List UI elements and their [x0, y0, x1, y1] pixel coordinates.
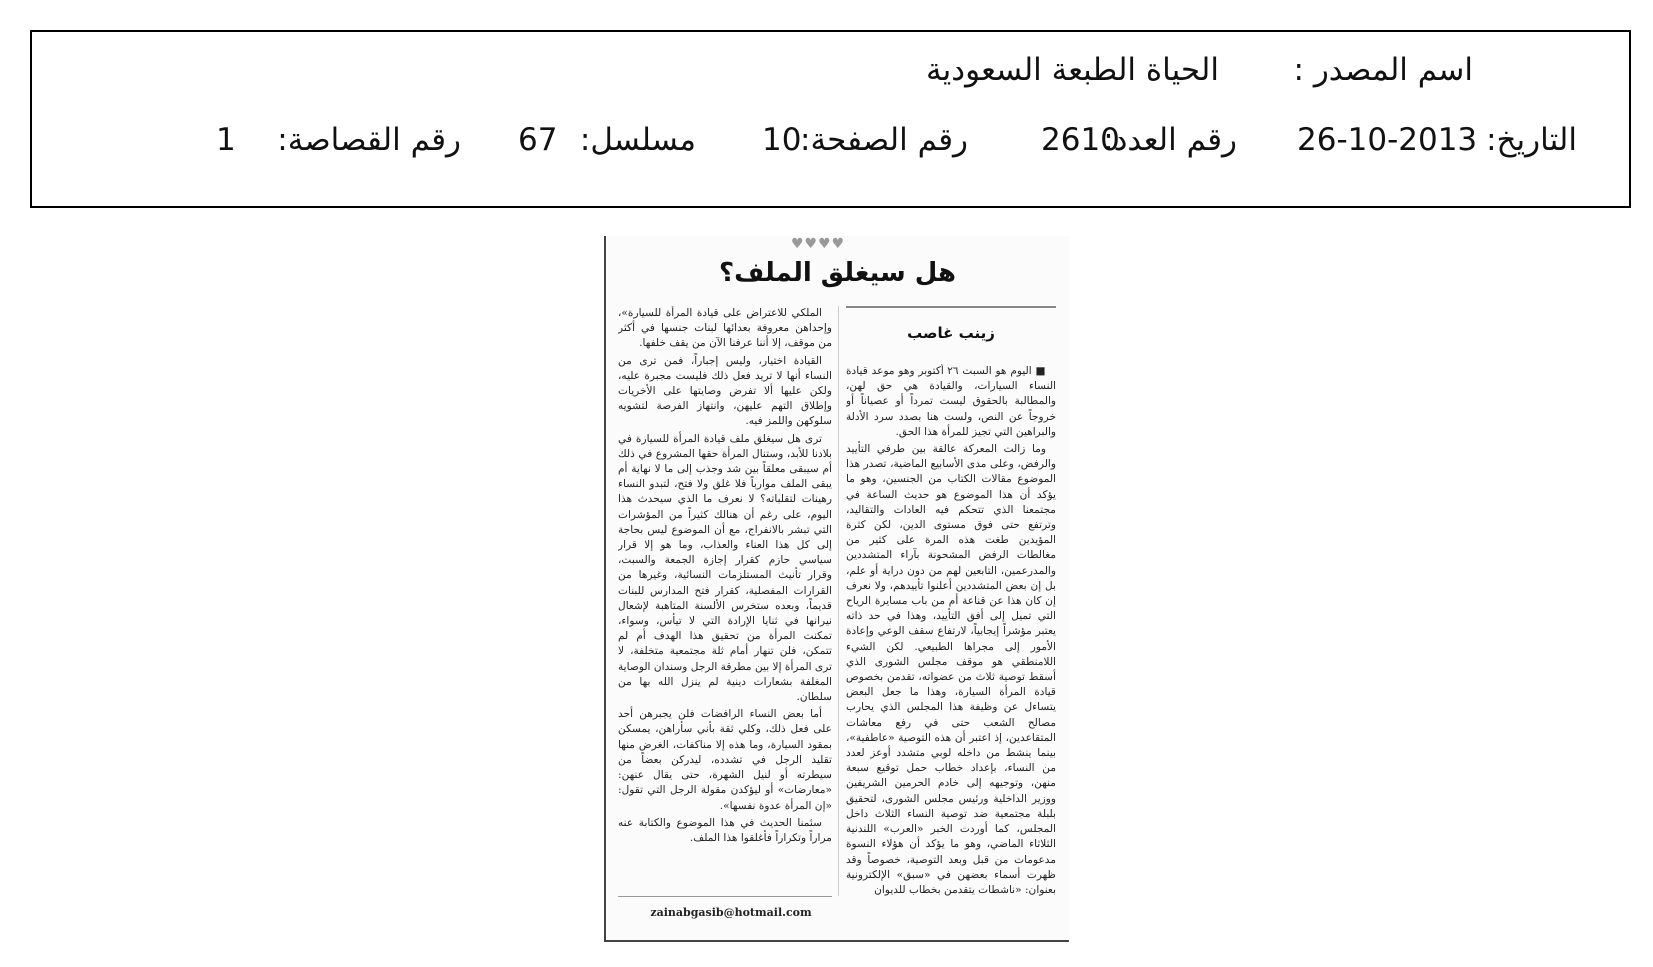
serial-label: مسلسل:: [579, 122, 696, 158]
page-label: رقم الصفحة:: [800, 122, 968, 158]
clip-value: 1: [216, 122, 236, 158]
source-label: اسم المصدر :: [1293, 52, 1473, 88]
date-value: 26-10-2013: [1297, 122, 1478, 158]
page-value: 10: [762, 122, 802, 158]
article-column-right: [846, 364, 1056, 924]
source-value: الحياة الطبعة السعودية: [926, 52, 1219, 88]
clipping-metadata-box: [30, 30, 1631, 208]
issue-label: رقم العدد:: [1103, 122, 1237, 158]
paragraph: أما بعض النساء الرافضات فلن يجبرهن أحد على فعل ذلك، وكلي ثقة بأني سأراهن، يمسكن بمقود السيارة، وما هذه إلا مناكفات، الغرض منها تقليد الرجل في تشدده، ليدركن بعضاً من سيطرته أو لنيل الشهرة، حتى يقال عنهن: «معارضات» أو ليؤكدن مقولة الرجل التي تقول: «إن المرأة عدوة نفسها».: [618, 708, 832, 812]
column-divider: [838, 306, 839, 896]
article-title: هل سيغلق الملف؟: [718, 258, 956, 288]
issue-value: 2610: [1041, 122, 1120, 158]
paragraph: القيادة اختيار، وليس إجباراً، فمن ترى من النساء أنها لا تريد فعل ذلك فليست مجبرة عليه، ولكن عليها ألا تفرض وصايتها على الأخريات وإطلاق التهم عليهن، وانتهاز الفرصة لتشويه سلوكهن واللمز فيه.: [618, 354, 832, 428]
paragraph: وما زالت المعركة عالقة بين طرفي التأييد والرفض، وعلى مدى الأسابيع الماضية، تصدر هذا الموضوع مقالات الكتاب من الجنسين، وهو ما يؤكد أن هذا الموضوع هو حديث الساعة في مجتمعنا الذي تتحكم فيه العادات والتقاليد، وترتفع حتى فوق مستوى الدين، لكن كثرة المؤيدين طغت هذه المرة على كثير من مغالطات الرفض المشحونة بآراء المتشددين والمدرعمين، التابعين لهم من دون دراية أو علم، بل إن بعض المتشددين أعلنوا تأييدهم، ولا نعرف إن كان هذا عن قناعة أم من باب مسايرة الرياح التي تميل إلى أفق التأييد، وهذا في حد ذاته يعتبر مؤشراً إيجابياً، لارتفاع سقف الوعي وإعادة الأمور إلى مجراها الطبيعي. لكن الشيء اللامنطقي هو موقف مجلس الشورى الذي أسقط توصية ثلاث من عضواته، تقدمن بخصوص قيادة المرأة السيارة، وهذا ما جعل البعض يتساءل عن وظيفة هذا المجلس الذي يحارب مصالح الشعب حتى في رفع معاشات المتقاعدين، إذ اعتبر أن هذه التوصية «عاطفية»، بينما ينشط من داخله لوبي متشدد أوعز لعدد من النساء، بإعداد خطاب حمل توقيع سبعة منهن، وتوجيهه إلى خادم الحرمين الشريفين ووزير الداخلية ورئيس مجلس الشورى، لتحقيق بلبلة مجتمعية ضد توصية النساء الثلاث داخل المجلس، كما أوردت الخبر «العرب» اللندنية الثلاثاء الماضي، وهو ما يؤكد أن هؤلاء النسوة مدعومات من قبل وبعد التوصية، خصوصاً وقد ظهرت أسماء بعضهن في «سبق» الإلكترونية بعنوان: «ناشطات يتقدمن بخطاب للديوان: [846, 443, 1056, 896]
heart-ornament-icon: ♥♥♥♥: [791, 236, 846, 252]
date-label: التاريخ:: [1486, 122, 1577, 158]
title-divider: [846, 306, 1056, 308]
serial-value: 67: [518, 122, 558, 158]
article-author: زينب غاصب: [907, 324, 995, 342]
paragraph: سئمنا الحديث في هذا الموضوع والكتابة عنه مراراً وتكراراً فأغلقوا هذا الملف.: [618, 816, 832, 844]
email-divider: [618, 896, 832, 897]
newspaper-clipping: [604, 236, 1069, 942]
author-email: zainabgasib@hotmail.com: [650, 906, 812, 919]
clip-label: رقم القصاصة:: [277, 122, 461, 158]
paragraph: ترى هل سيغلق ملف قيادة المرأة للسيارة في بلادنا للأبد، وستنال المرأة حقها المشروع في ذلك أم سيبقى معلقاً بين شد وجذب إلى ما لا نهاية أم يبقى الملف موارباً فلا غلق ولا فتح، لتبدو النساء رهينات لتقلباته؟ لا نعرف ما الذي سيحدث هذا اليوم، على رغم أن هنالك كثيراً من المؤشرات التي تبشر بالانفراج، مع أن الموضوع ليس بحاجة إلى كل هذا العناء والعذاب، وما هو إلا قرار سياسي حازم كقرار إجازة الجمعة والسبت، وقرار تأنيث المستلزمات النسائية، وغيرها من القرارات المفصلية، كقرار فتح المدارس للبنات قديماً، وبعده ستخرس الألسنة المتاهبة لإشعال نيرانها في ثنايا الإرادة التي لا تيأس، وسواء، تمكنت المرأة من تحقيق هذا الهدف أم لم تتمكن، فلن تنهار أمام ثلة مجتمعية متخلفة، لا ترى المرأة إلا بين مطرقة الرجل وسندان الوصاية المغلفة بشعارات دينية لم ينزل الله بها من سلطان.: [618, 432, 832, 704]
article-column-left: [618, 306, 832, 896]
paragraph: ■ اليوم هو السبت ٢٦ أكتوبر وهو موعد قيادة النساء السيارات، والقيادة هي حق لهن، والمطالبة بالحقوق ليست تمرداً أو عصياناً أو خروجاً عن النص، ولست هنا بصدد سرد الأدلة والبراهين التي تجيز للمرأة هذا الحق.: [846, 365, 1056, 438]
paragraph: الملكي للاعتراض على قيادة المرأة للسيارة»، وإحداهن معروفة بعدائها لبنات جنسها في أكثر من موقف، إلا أننا عرفنا الآن من يقف خلفها.: [618, 307, 832, 350]
